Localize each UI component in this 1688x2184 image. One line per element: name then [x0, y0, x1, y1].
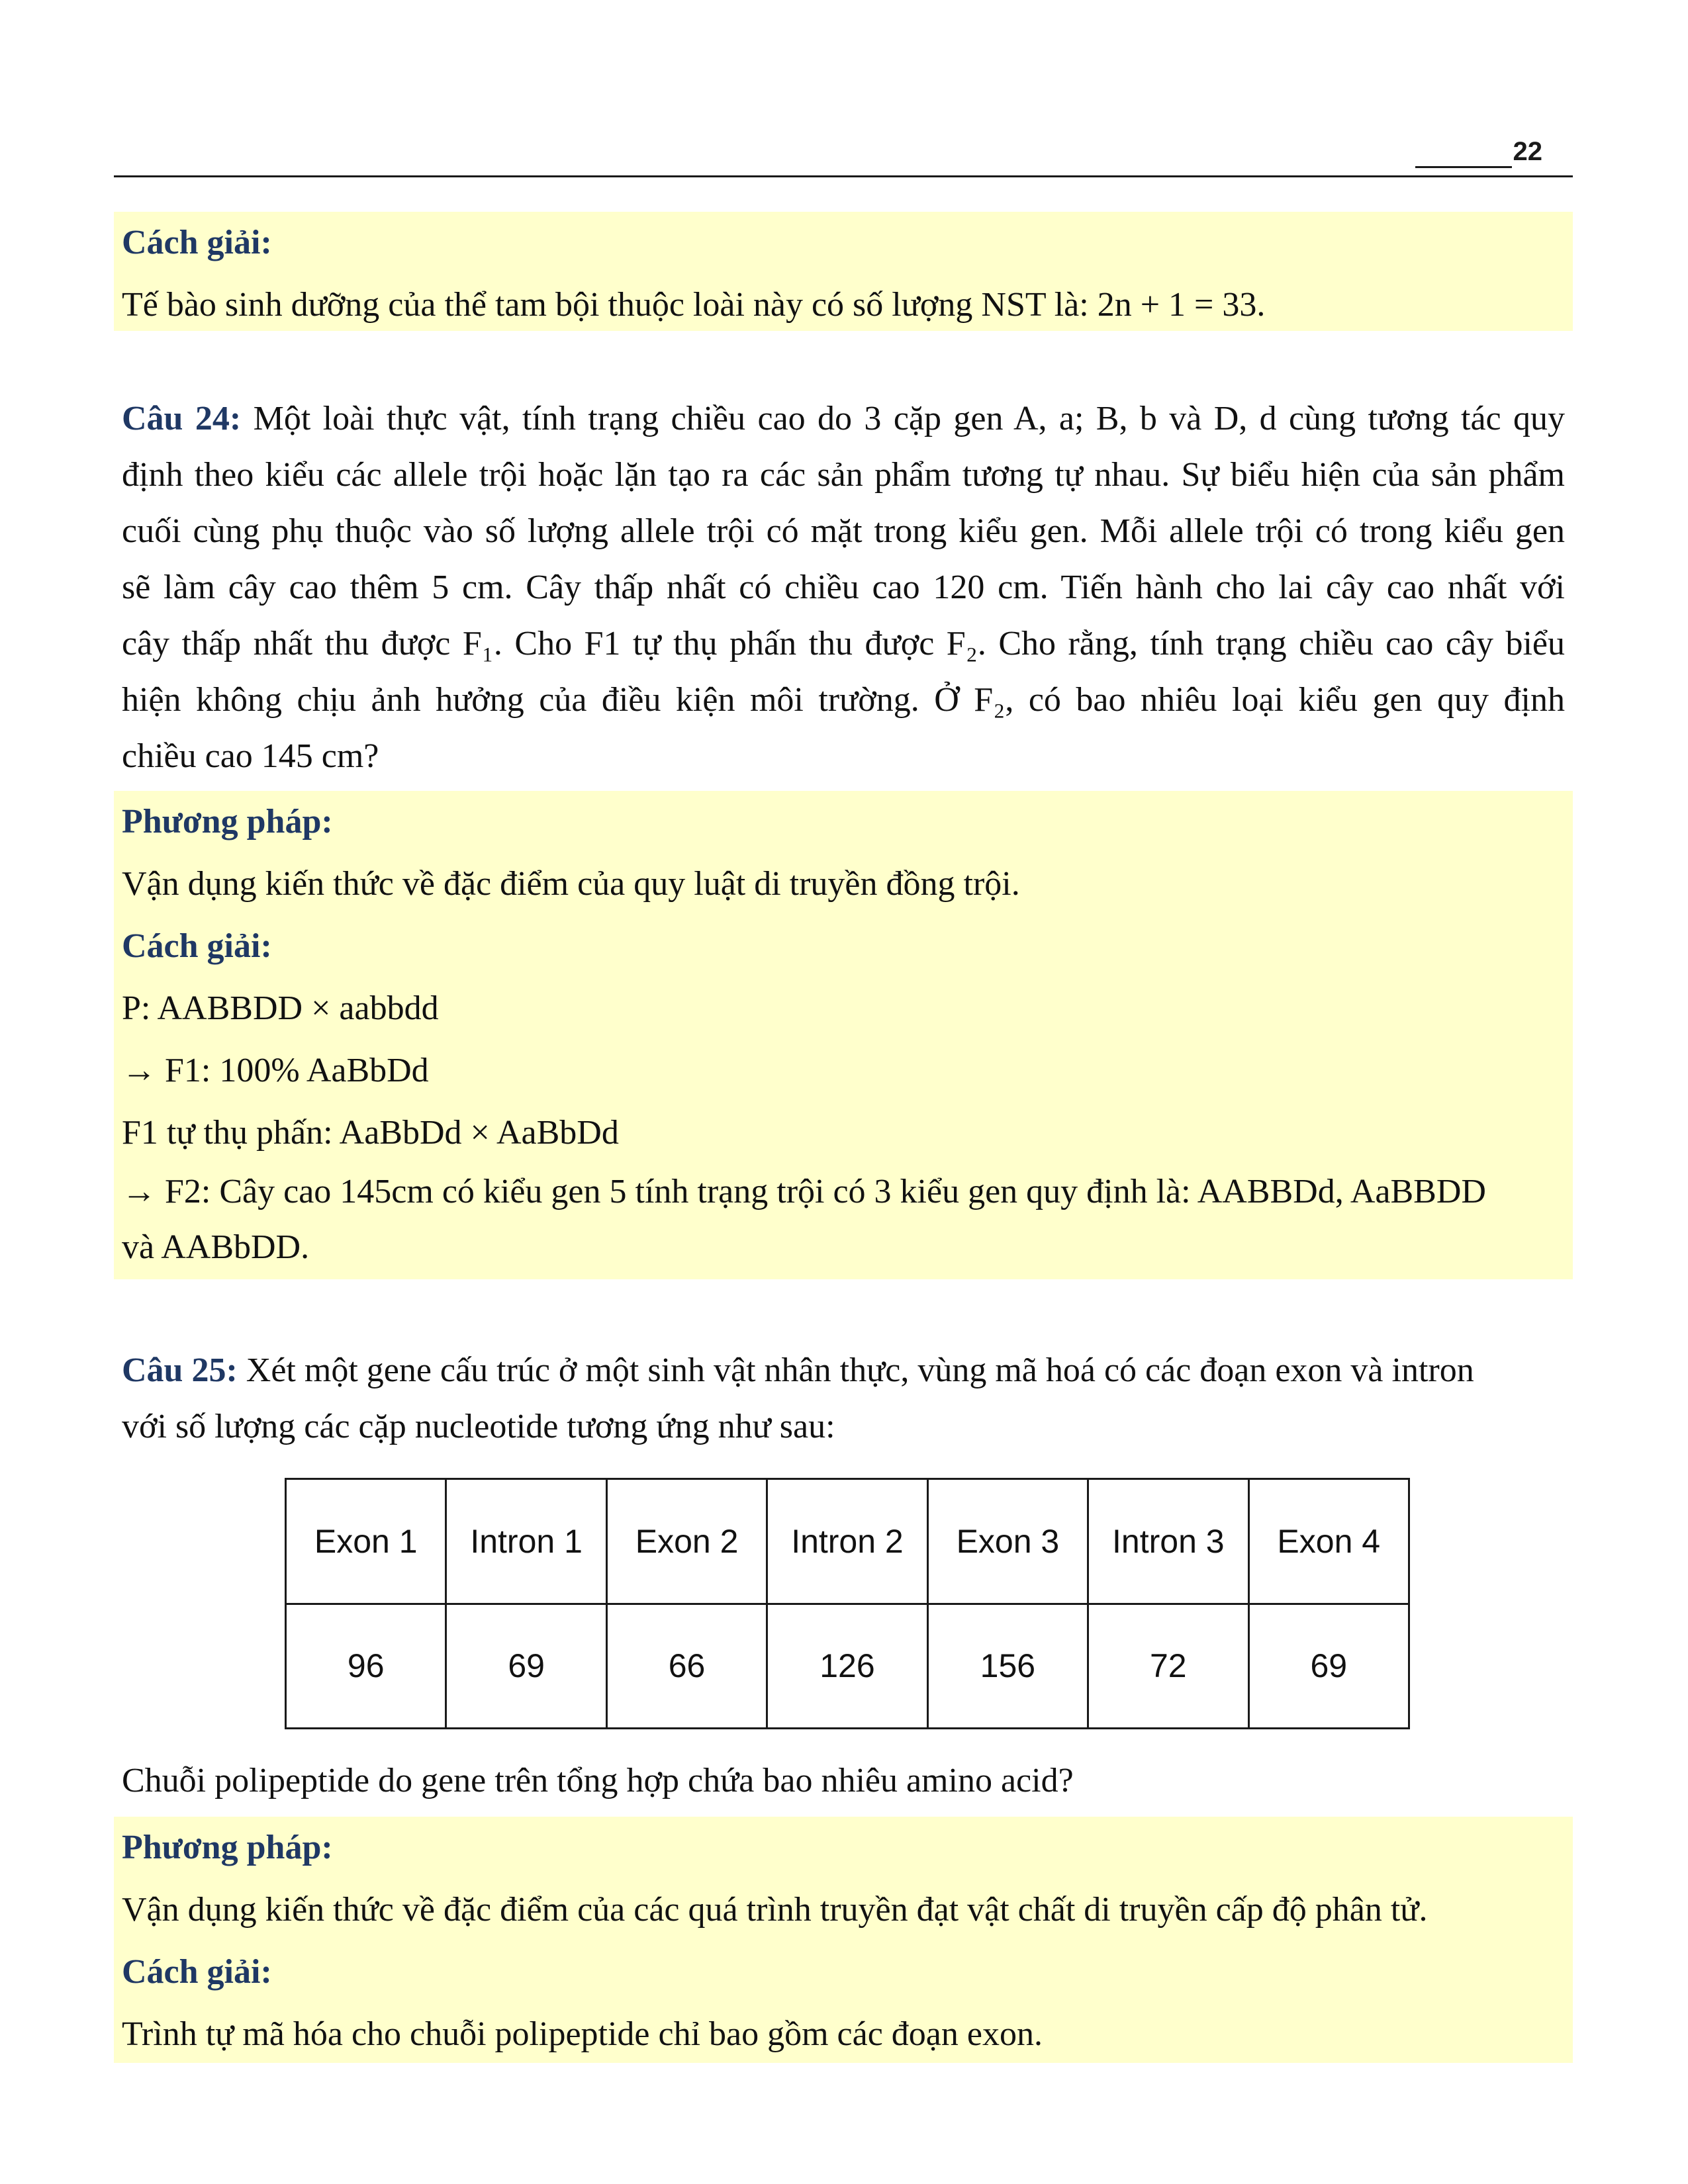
exon-intron-table	[285, 1478, 1410, 1729]
table-header-cell: Exon 3	[927, 1479, 1088, 1604]
question24-solution-line-5: và AABbDD.	[122, 1228, 310, 1266]
table-header-cell: Exon 4	[1248, 1479, 1409, 1604]
question25-method-text: Vận dụng kiến thức về đặc điểm của các quá trình truyền đạt vật chất di truyền cấp độ phân tử.	[122, 1891, 1428, 1929]
question25-prompt	[114, 1750, 1573, 1812]
answer23-text: Tế bào sinh dưỡng của thể tam bội thuộc loài này có số lượng NST là: 2n + 1 = 33.	[122, 286, 1266, 324]
table-header-cell: Exon 2	[606, 1479, 767, 1604]
question25	[114, 1342, 1573, 1455]
question24-solution-line-3: F1 tự thụ phấn: AaBbDd × AaBbDd	[122, 1114, 619, 1152]
table-value-row	[286, 1604, 1409, 1729]
question24-solution-line-4: → F2: Cây cao 145cm có kiểu gen 5 tính trạng trội có 3 kiểu gen quy định là: AABBDd, AaBBDD	[122, 1173, 1486, 1210]
question24-solution-line-2: → F1: 100% AaBbDd	[122, 1052, 429, 1089]
answer23-box	[114, 212, 1573, 331]
table-value-cell: 66	[606, 1604, 767, 1729]
page-number-underline	[1415, 166, 1512, 168]
question24-line-2: định theo kiểu các allele trội hoặc lặn tạo ra các sản phẩm tương tự nhau. Sự biểu hiện của sản phẩm	[122, 456, 1565, 494]
question25-question: Chuỗi polipeptide do gene trên tổng hợp chứa bao nhiêu amino acid?	[122, 1762, 1074, 1799]
table-value-cell: 72	[1088, 1604, 1248, 1729]
question24-solution-line-1: P: AABBDD × aabbdd	[122, 989, 439, 1027]
table-value-cell: 69	[446, 1604, 606, 1729]
table-header-cell: Intron 3	[1088, 1479, 1248, 1604]
table-value-cell: 96	[286, 1604, 446, 1729]
table-header-cell: Intron 2	[767, 1479, 927, 1604]
question24-line-1: Một loài thực vật, tính trạng chiều cao do 3 cặp gen A, a; B, b và D, d cùng tương tác quy	[253, 400, 1566, 437]
table-value-cell: 69	[1248, 1604, 1409, 1729]
question25-method-heading: Phương pháp:	[122, 1829, 333, 1866]
question24-line-3: cuối cùng phụ thuộc vào số lượng allele trội có mặt trong kiểu gen. Mỗi allele trội có trong kiểu gen	[122, 512, 1565, 550]
question25-label: Câu 25:	[122, 1351, 238, 1389]
question24-method-heading: Phương pháp:	[122, 803, 333, 841]
table-header-cell: Intron 1	[446, 1479, 606, 1604]
question25-line-1: Xét một gene cấu trúc ở một sinh vật nhân thực, vùng mã hoá có các đoạn exon và intron	[246, 1351, 1474, 1389]
table-value-cell: 126	[767, 1604, 927, 1729]
table-value-cell: 156	[927, 1604, 1088, 1729]
question24-method-text: Vận dụng kiến thức về đặc điểm của quy luật di truyền đồng trội.	[122, 865, 1020, 903]
answer23-heading: Cách giải:	[122, 224, 272, 261]
question24-text	[114, 390, 1573, 784]
question25-solution-heading: Cách giải:	[122, 1953, 272, 1991]
question24-line-7: chiều cao 145 cm?	[122, 737, 379, 775]
page-header	[114, 136, 1573, 177]
question24-label: Câu 24:	[122, 400, 242, 437]
question24-solution-heading: Cách giải:	[122, 927, 272, 965]
question25-line-2: với số lượng các cặp nucleotide tương ứng như sau:	[122, 1408, 835, 1445]
table-header-cell: Exon 1	[286, 1479, 446, 1604]
table-header-row	[286, 1479, 1409, 1604]
page-number: 22	[1513, 137, 1542, 166]
question25-solution-text: Trình tự mã hóa cho chuỗi polipeptide chỉ bao gồm các đoạn exon.	[122, 2015, 1043, 2053]
question24-line-4: sẽ làm cây cao thêm 5 cm. Cây thấp nhất có chiều cao 120 cm. Tiến hành cho lai cây cao nhất với	[122, 569, 1565, 606]
question24-line-5: cây thấp nhất thu được F₁. Cho F1 tự thụ phấn thu được F₂. Cho rằng, tính trạng chiều cao cây biểu	[122, 625, 1565, 662]
question24	[114, 390, 1573, 784]
question24-line-6: hiện không chịu ảnh hưởng của điều kiện môi trường. Ở F₂, có bao nhiêu loại kiểu gen quy định	[122, 681, 1565, 719]
question24-solution-box	[114, 791, 1573, 1279]
question25-text	[114, 1342, 1573, 1455]
question25-solution-box	[114, 1817, 1573, 2063]
